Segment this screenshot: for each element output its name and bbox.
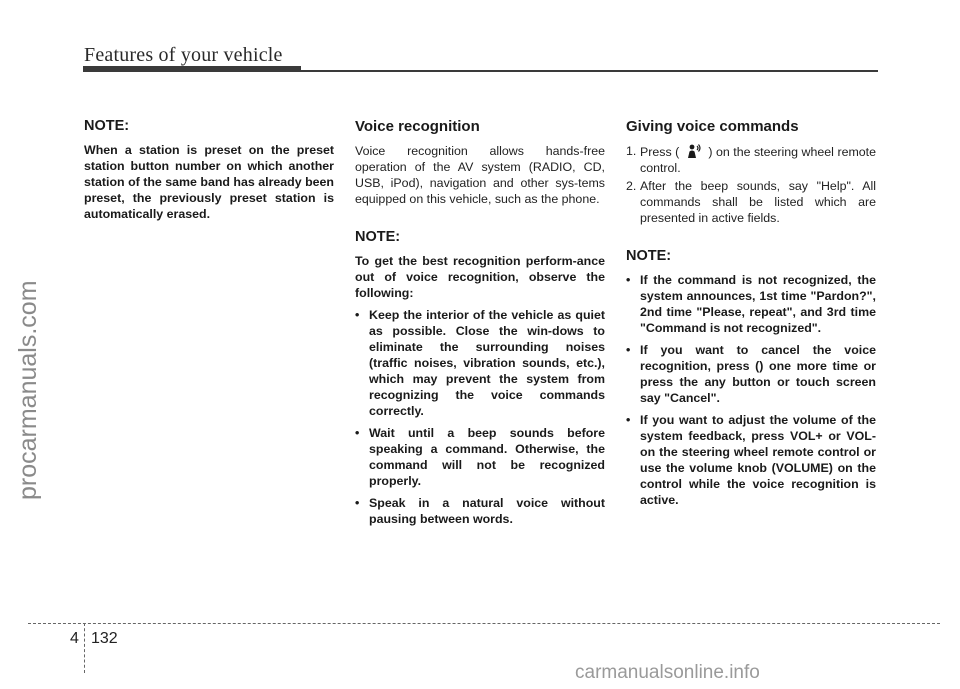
list-item: • Keep the interior of the vehicle as quiet as possible. Close the win-dows to eliminate the surrounding noises (traffic noises, vibration sounds, etc.), which may prevent the system from recognizing the voice commands correctly. — [355, 307, 605, 419]
left-note-title: NOTE: — [84, 118, 130, 134]
left-column — [84, 118, 334, 222]
footer-dashed-rule — [28, 623, 940, 624]
step-text: After the beep sounds, say "Help". All commands shall be listed which are presented in active fields. — [640, 179, 876, 225]
list-item: • If you want to cancel the voice recognition, press () one more time or press the any button or touch screen say "Cancel". — [626, 342, 876, 406]
bottom-watermark: carmanualsonline.info — [575, 662, 760, 683]
voice-command-steps — [626, 143, 876, 226]
list-item: • Speak in a natural voice without pausing between words. — [355, 495, 605, 527]
voice-recognition-heading: Voice recognition — [355, 118, 480, 135]
list-item: • Wait until a beep sounds before speaking a command. Otherwise, the command will not be recognized properly. — [355, 425, 605, 489]
middle-column — [355, 118, 605, 533]
step-item — [626, 143, 876, 176]
header-rule-thin — [301, 70, 878, 72]
step-text-before: Press ( — [640, 145, 680, 159]
giving-voice-commands-heading: Giving voice commands — [626, 118, 799, 135]
right-column — [626, 118, 876, 514]
side-watermark: procarmanuals.com — [14, 280, 42, 500]
right-note-list — [626, 272, 876, 508]
step-number: 1. — [626, 144, 637, 158]
step-number: 2. — [626, 179, 637, 193]
header-rule-thick — [83, 66, 301, 72]
voice-recognition-intro: Voice recognition allows hands-free operation of the AV system (RADIO, CD, USB, iPod), navigation and other sys-tems equipped on this vehicle, such as the phone. — [355, 144, 605, 206]
list-item: • If the command is not recognized, the system announces, 1st time "Pardon?", 2nd time "Please, repeat", and 3rd time "Command is not recognized". — [626, 272, 876, 336]
footer-vertical-dashed-rule — [84, 623, 85, 673]
page-number: 132 — [91, 630, 118, 647]
middle-note-title: NOTE: — [355, 229, 401, 245]
page-header-title: Features of your vehicle — [84, 44, 283, 66]
step-item — [626, 178, 876, 226]
list-item: • If you want to adjust the volume of the system feedback, press VOL+ or VOL-on the steering wheel remote control or use the volume knob (VOLUME) on the control while the voice recognition is active. — [626, 412, 876, 508]
chapter-number: 4 — [70, 630, 79, 647]
middle-note-list — [355, 307, 605, 527]
right-note-title: NOTE: — [626, 248, 672, 264]
left-note-text: When a station is preset on the preset station button number on which another station of the same band has already been preset, the previously preset station is automatically erased. — [84, 143, 334, 221]
step-text-after: ) on the steering wheel remote control. — [640, 145, 877, 175]
voice-talk-icon — [686, 143, 702, 159]
middle-note-intro: To get the best recognition perform-ance out of voice recognition, observe the following: — [355, 254, 605, 300]
